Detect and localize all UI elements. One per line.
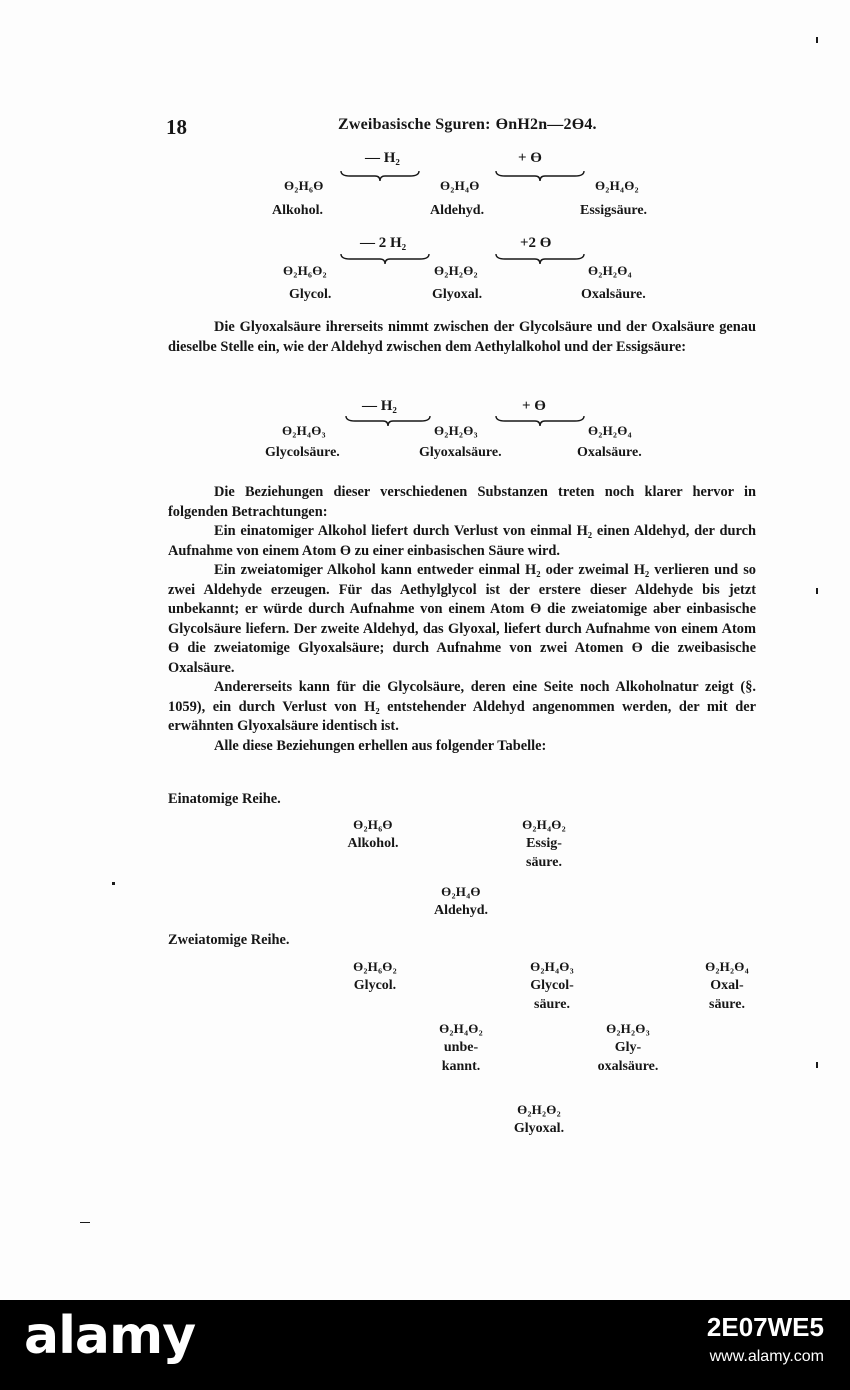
brace <box>495 415 585 427</box>
name-glycolsaeure: Glycolsäure. <box>265 445 340 460</box>
watermark-code: 2E07WE5 <box>706 1312 824 1342</box>
table-formula: ϴ₂H₂ϴ₃ <box>606 1021 650 1036</box>
name-oxalsaeure: Oxalsäure. <box>577 445 642 460</box>
table-oxalsaeure <box>672 957 782 1014</box>
name-glycol: Glycol. <box>289 287 332 302</box>
scheme1-row1-op1: — H₂ <box>365 150 400 166</box>
table-formula: ϴ₂H₂ϴ₄ <box>705 959 749 974</box>
table-formula: ϴ₂H₄ϴ₃ <box>530 959 574 974</box>
table-glyoxal <box>484 1100 594 1138</box>
formula-glycol: ϴ₂H₆ϴ₂ <box>283 263 327 278</box>
formula-essigsaeure: ϴ₂H₄ϴ₂ <box>595 178 639 193</box>
formula-glyoxal: ϴ₂H₂ϴ₂ <box>434 263 478 278</box>
paragraph: Die Beziehungen dieser verschiedenen Substanzen treten noch klarer hervor in folgenden Betrachtungen: <box>168 484 756 520</box>
scheme1-row1-op2: + ϴ <box>518 150 542 166</box>
formula-glyoxalsaeure: ϴ₂H₂ϴ₃ <box>434 423 478 438</box>
name-glyoxal: Glyoxal. <box>432 287 483 302</box>
watermark-url: www.alamy.com <box>709 1348 824 1365</box>
table-name: Aldehyd. <box>433 903 489 918</box>
table-formula: ϴ₂H₄ϴ <box>441 884 481 899</box>
page-number: 18 <box>166 115 187 139</box>
scheme1-row2-op1: — 2 H₂ <box>360 235 407 251</box>
paragraph: Ein einatomiger Alkohol liefert durch Verlust von einmal H₂ einen Aldehyd, der durch Aufnahme von einem Atom ϴ zu einer einbasischen Säure wird. <box>168 523 756 559</box>
paragraph: Andererseits kann für die Glycolsäure, deren eine Seite noch Alkoholnatur zeigt (§. 1059), ein durch Verlust von H₂ entstehender Aldehyd angenommen werden, der mit der erwähnten Glyoxalsäure identisch ist. <box>168 679 756 734</box>
scan-speck <box>816 588 818 594</box>
table-name: Oxal- säure. <box>709 978 745 1012</box>
brace <box>495 170 585 182</box>
table-aldehyd <box>406 882 516 920</box>
body-text <box>168 483 756 756</box>
table-name: Gly- oxalsäure. <box>597 1040 659 1074</box>
table-name: Alkohol. <box>347 836 399 851</box>
brace <box>495 253 585 265</box>
brace <box>340 253 430 265</box>
row-label-einatomig: Einatomige Reihe. <box>168 791 281 807</box>
paragraph-glyoxalsaeure <box>168 318 756 357</box>
table-glycolsaeure <box>497 957 607 1014</box>
table-essigsaeure <box>489 815 599 872</box>
table-formula: ϴ₂H₄ϴ₂ <box>439 1021 483 1036</box>
table-glycol <box>320 957 430 995</box>
formula-aldehyd: ϴ₂H₄ϴ <box>440 178 480 193</box>
name-essigsaeure: Essigsäure. <box>580 203 648 218</box>
scheme2-op1: — H₂ <box>362 398 397 414</box>
table-formula: ϴ₂H₆ϴ <box>353 817 393 832</box>
formula-oxalsaeure: ϴ₂H₂ϴ₄ <box>588 423 632 438</box>
watermark-logo: alamy <box>24 1306 196 1366</box>
running-header <box>338 116 597 134</box>
header-formula: ϴnH2n—2ϴ4. <box>495 116 597 133</box>
name-oxalsaeure: Oxalsäure. <box>581 287 646 302</box>
table-unbekannt <box>406 1019 516 1076</box>
table-formula: ϴ₂H₂ϴ₂ <box>517 1102 561 1117</box>
table-formula: ϴ₂H₆ϴ₂ <box>353 959 397 974</box>
formula-glycolsaeure: ϴ₂H₄ϴ₃ <box>282 423 326 438</box>
table-glyoxalsaeure <box>573 1019 683 1076</box>
paragraph: Alle diese Beziehungen erhellen aus folgender Tabelle: <box>214 737 547 754</box>
table-name: Glycol. <box>353 978 397 993</box>
table-name: Glyoxal. <box>513 1121 565 1136</box>
brace <box>340 170 420 182</box>
formula-alkohol: ϴ₂H₆ϴ <box>284 178 324 193</box>
brace <box>345 415 431 427</box>
table-formula: ϴ₂H₄ϴ₂ <box>522 817 566 832</box>
name-glyoxalsaeure: Glyoxalsäure. <box>419 445 502 460</box>
table-name: unbe- kannt. <box>441 1040 481 1074</box>
paragraph: Ein zweiatomiger Alkohol kann entweder einmal H₂ oder zweimal H₂ verlieren und so zwei Aldehyde erzeugen. Für das Aethylglycol ist der erstere dieser Aldehyde bis jetzt unbekannt; er würde durch Aufnahme von einem Atom ϴ die zweiatomige aber einbasische Glycolsäure liefern. Der zweite Aldehyd, das Glyoxal, liefert durch Aufnahme von einem Atom ϴ die zweiatomige Glyoxalsäure; durch Aufnahme von zwei Atomen ϴ die zweibasische Oxalsäure. <box>168 562 756 676</box>
scan-speck <box>816 1062 818 1068</box>
table-name: Essig- säure. <box>526 836 562 870</box>
scan-speck <box>112 882 115 885</box>
name-alkohol: Alkohol. <box>272 203 323 218</box>
scan-speck <box>816 37 818 43</box>
table-name: Glycol- säure. <box>530 978 574 1012</box>
table-alkohol <box>318 815 428 853</box>
paragraph-text: Die Glyoxalsäure ihrerseits nimmt zwischen der Glycolsäure und der Oxalsäure genau dieselbe Stelle ein, wie der Aldehyd zwischen dem Aethylalkohol und der Essigsäure: <box>168 319 756 355</box>
scan-speck <box>80 1222 90 1223</box>
scheme2-op2: + ϴ <box>522 398 546 414</box>
name-aldehyd: Aldehyd. <box>430 203 485 218</box>
scheme1-row2-op2: +2 ϴ <box>520 235 552 251</box>
row-label-zweiatomig: Zweiatomige Reihe. <box>168 932 290 948</box>
header-title: Zweibasische Sguren: <box>338 116 491 133</box>
formula-oxalsaeure: ϴ₂H₂ϴ₄ <box>588 263 632 278</box>
